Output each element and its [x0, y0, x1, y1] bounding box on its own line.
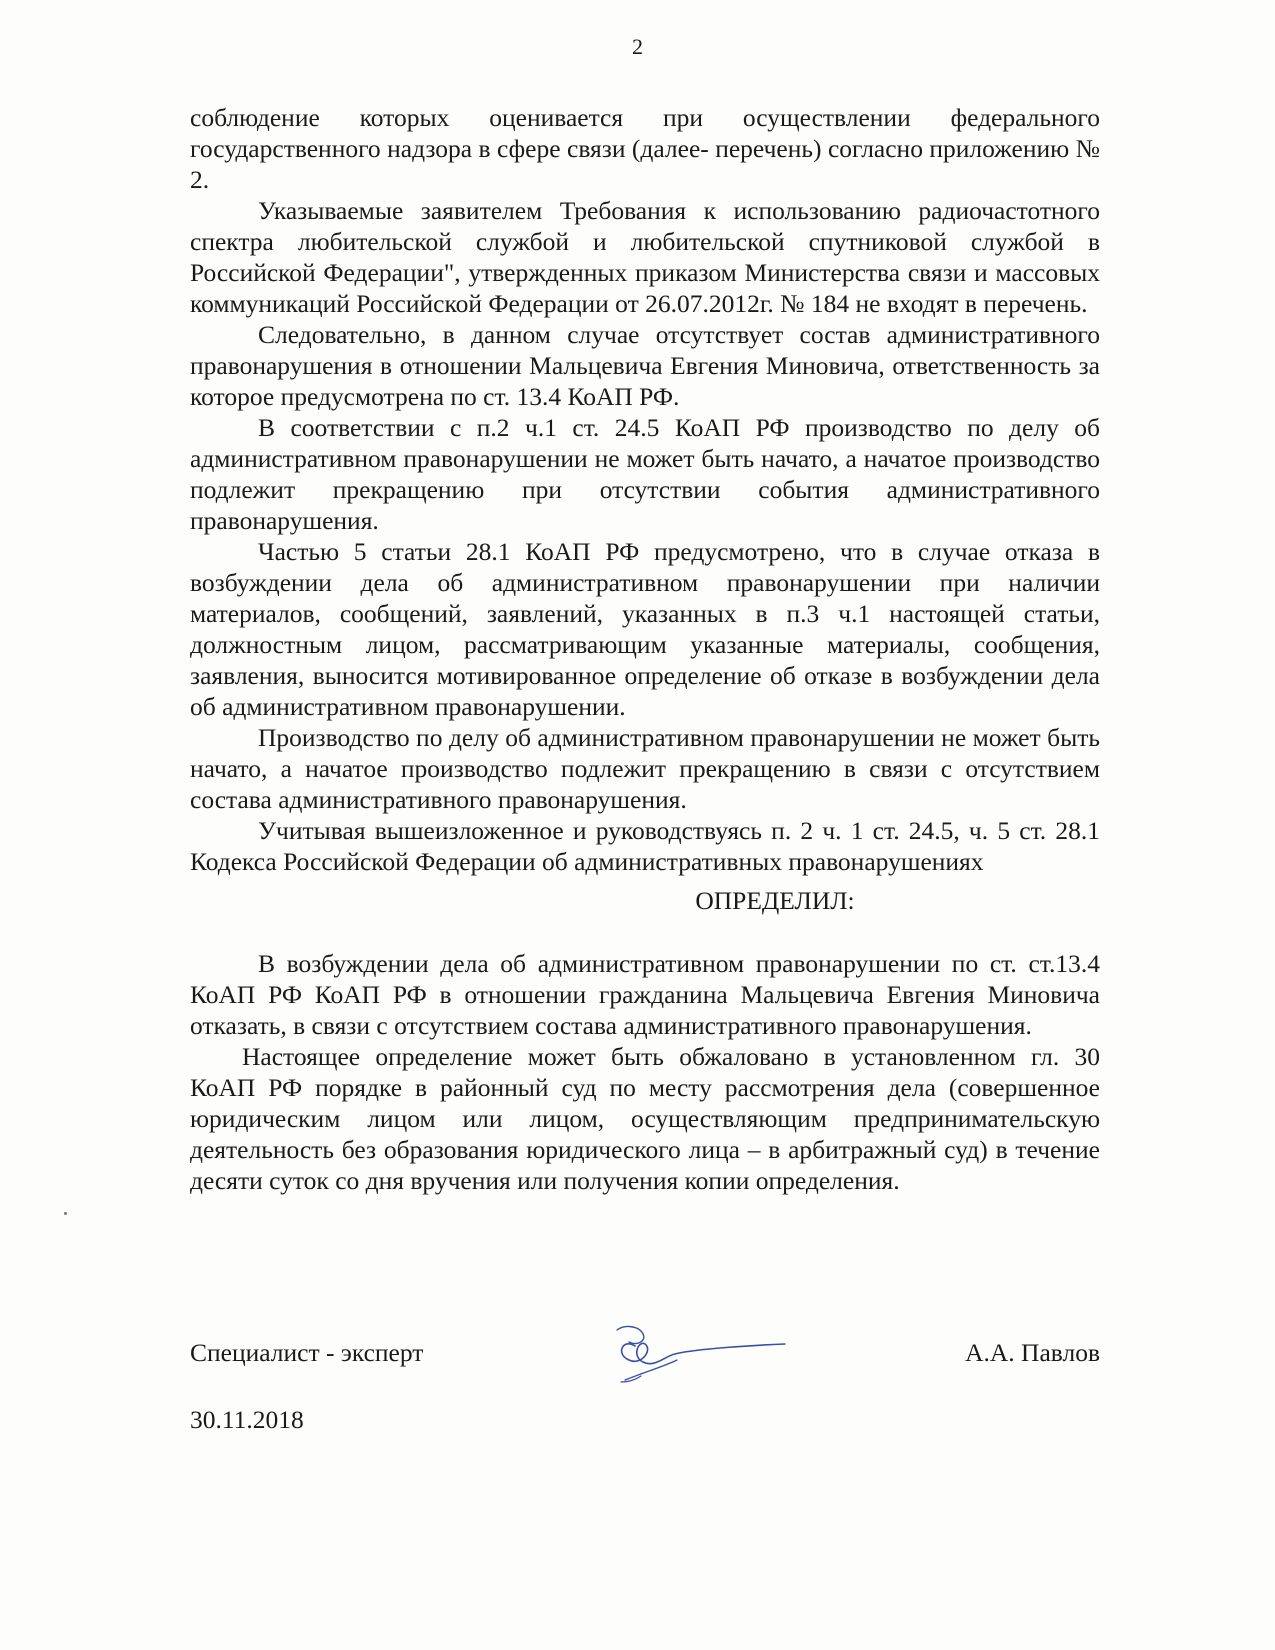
signer-role: Специалист - эксперт: [190, 1338, 424, 1367]
document-body: [190, 102, 1100, 1196]
paragraph-considering: Учитывая вышеизложенное и руководствуясь п. 2 ч. 1 ст. 24.5, ч. 5 ст. 28.1 Кодекса Российской Федерации об административных правонарушениях: [190, 816, 1100, 876]
document-date: 30.11.2018: [190, 1405, 304, 1434]
paragraph-conclusion: Следовательно, в данном случае отсутствует состав административного правонарушения в отношении Мальцевича Евгения Миновича, ответственность за которое предусмотрена по ст. 13.4 КоАП РФ.: [190, 320, 1100, 411]
appeal-paragraph: Настоящее определение может быть обжаловано в установленном гл. 30 КоАП РФ порядке в районный суд по месту рассмотрения дела (совершенное юридическим лицом или лицом, осуществляющим предпринимательскую деятельность без образования юридического лица – в арбитражный суд) в течение десяти суток со дня вручения или получения копии определения.: [190, 1042, 1100, 1195]
paragraph-proceedings: Производство по делу об административном правонарушении не может быть начато, а начатое производство подлежит прекращению в связи с отсутствием состава административного правонарушения.: [190, 723, 1100, 814]
paragraph-article-28: Частью 5 статьи 28.1 КоАП РФ предусмотрено, что в случае отказа в возбуждении дела об административном правонарушении при наличии материалов, сообщений, заявлений, указанных в п.3 ч.1 настоящей статьи, должностным лицом, рассматривающим указанные материалы, сообщения, заявления, выносится мотивированное определение об отказе в возбуждении дела об административном правонарушении.: [190, 537, 1100, 721]
decision-paragraph: В возбуждении дела об административном правонарушении по ст. ст.13.4 КоАП РФ КоАП РФ в отношении гражданина Мальцевича Евгения Миновича отказать, в связи с отсутствием состава административного правонарушения.: [190, 949, 1100, 1040]
signer-name: А.А. Павлов: [965, 1338, 1100, 1367]
paragraph-continuation: соблюдение которых оценивается при осуществлении федерального государственного надзора в сфере связи (далее- перечень) согласно приложению № 2.: [190, 103, 1100, 194]
handwritten-signature-icon: [595, 1316, 795, 1394]
verdict-heading: ОПРЕДЕЛИЛ:: [695, 886, 855, 915]
page-number: 2: [632, 34, 643, 59]
paragraph-legal-basis: В соответствии с п.2 ч.1 ст. 24.5 КоАП РФ производство по делу об административном правонарушении не может быть начато, а начатое производство подлежит прекращению при отсутствии события административного правонарушения.: [190, 413, 1100, 535]
signature-block: [190, 1330, 1100, 1390]
paragraph-requirements: Указываемые заявителем Требования к использованию радиочастотного спектра любительской службой и любительской спутниковой службой в Российской Федерации", утвержденных приказом Министерства связи и массовых коммуникаций Российской Федерации от 26.07.2012г. № 184 не входят в перечень.: [190, 196, 1100, 318]
scan-speck: [64, 1212, 67, 1215]
